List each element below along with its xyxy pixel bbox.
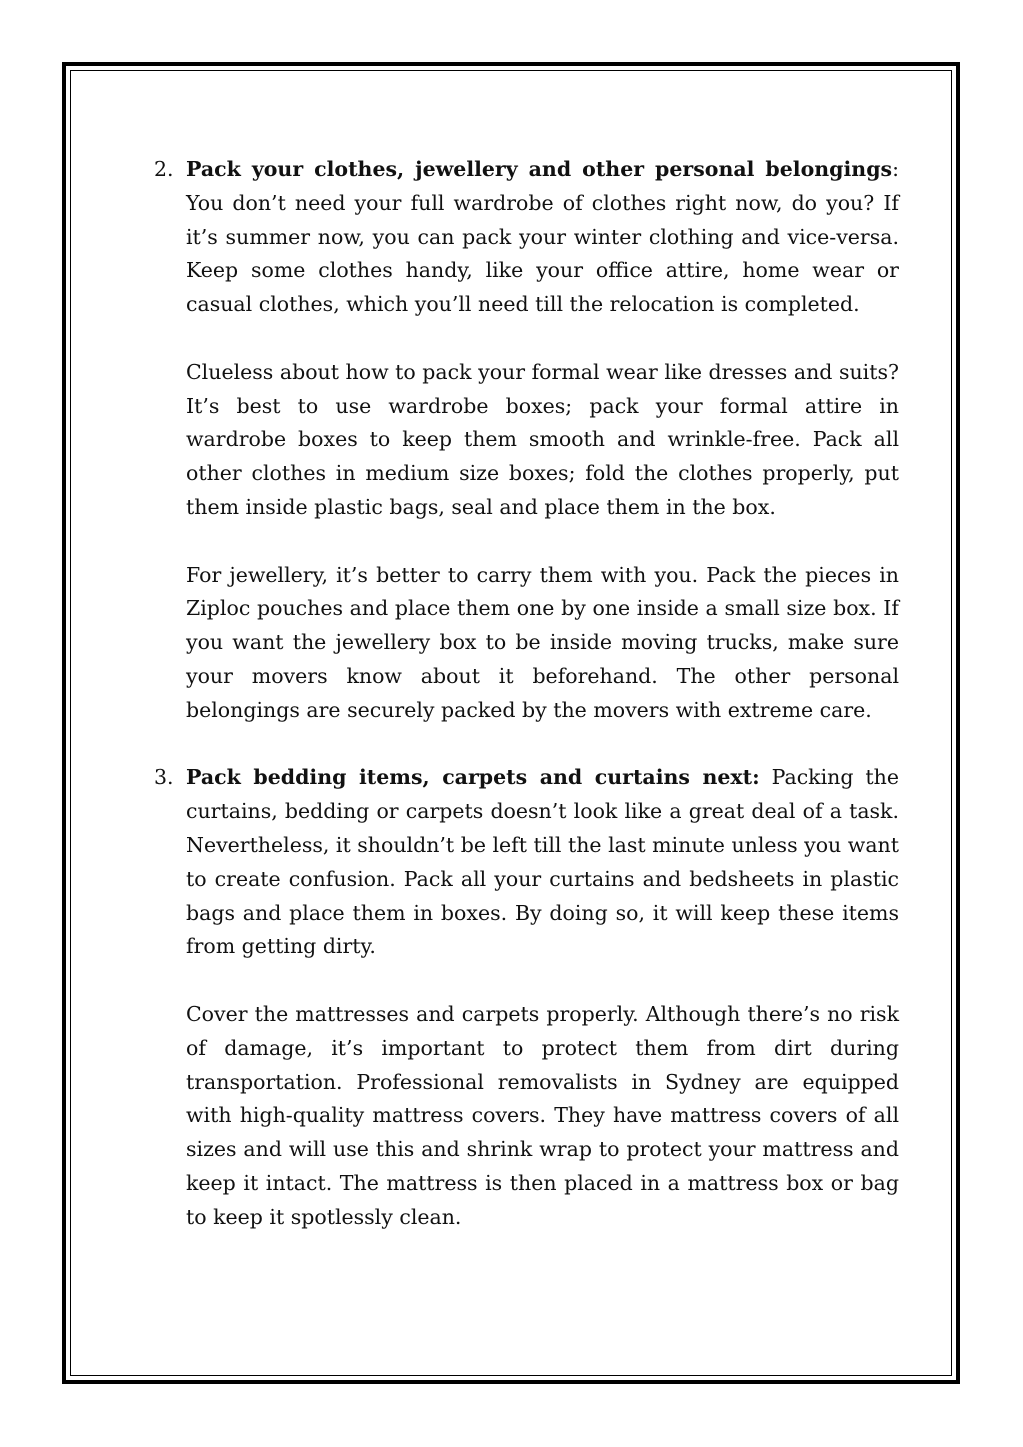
list-item-pack-bedding (154, 761, 899, 1234)
list-item-lead-paragraph (186, 153, 899, 322)
lead-text: You don’t need your full wardrobe of clothes right now, do you? If it’s summer now, you can pack your winter clothing and vice-versa. Keep some clothes handy, like your office attire, home wear or casual clothes, which you’ll need till the relocation is completed. (186, 190, 899, 317)
body-paragraph: Cover the mattresses and carpets properly. Although there’s no risk of damage, it’s important to protect them from dirt during transportation. Professional removalists in Sydney are equipped with high-quality mattress covers. They have mattress covers of all sizes and will use this and shrink wrap to protect your mattress and keep it intact. The mattress is then placed in a mattress box or bag to keep it spotlessly clean. (186, 1001, 899, 1229)
lead-text: Packing the curtains, bedding or carpets doesn’t look like a great deal of a task. Nevertheless, it shouldn’t be left till the last minute unless you want to create confusion. Pack all your curtains and bedsheets in plastic bags and place them in boxes. By doing so, it will keep these items from getting dirty. (186, 765, 899, 959)
list-item-heading: Pack bedding items, carpets and curtains next: (186, 765, 760, 790)
list-item-pack-clothes (154, 153, 899, 728)
list-item-lead-paragraph (186, 761, 899, 964)
list-item-number: 3. (154, 765, 174, 790)
document-body (154, 153, 899, 1268)
heading-suffix: : (892, 157, 899, 181)
body-paragraph: Clueless about how to pack your formal wear like dresses and suits? It’s best to use wardrobe boxes; pack your formal attire in wardrobe boxes to keep them smooth and wrinkle-free. Pack all other clothes in medium size boxes; fold the clothes properly, put them inside plastic bags, seal and place them in the box. (186, 359, 899, 519)
list-item-heading: Pack your clothes, jewellery and other personal belongings (186, 157, 893, 181)
body-paragraph: For jewellery, it’s better to carry them with you. Pack the pieces in Ziploc pouches and place them one by one inside a small size box. If you want the jewellery box to be inside moving trucks, make sure your movers know about it beforehand. The other personal belongings are securely packed by the movers with extreme care. (186, 562, 899, 722)
list-item-number: 2. (154, 157, 174, 181)
